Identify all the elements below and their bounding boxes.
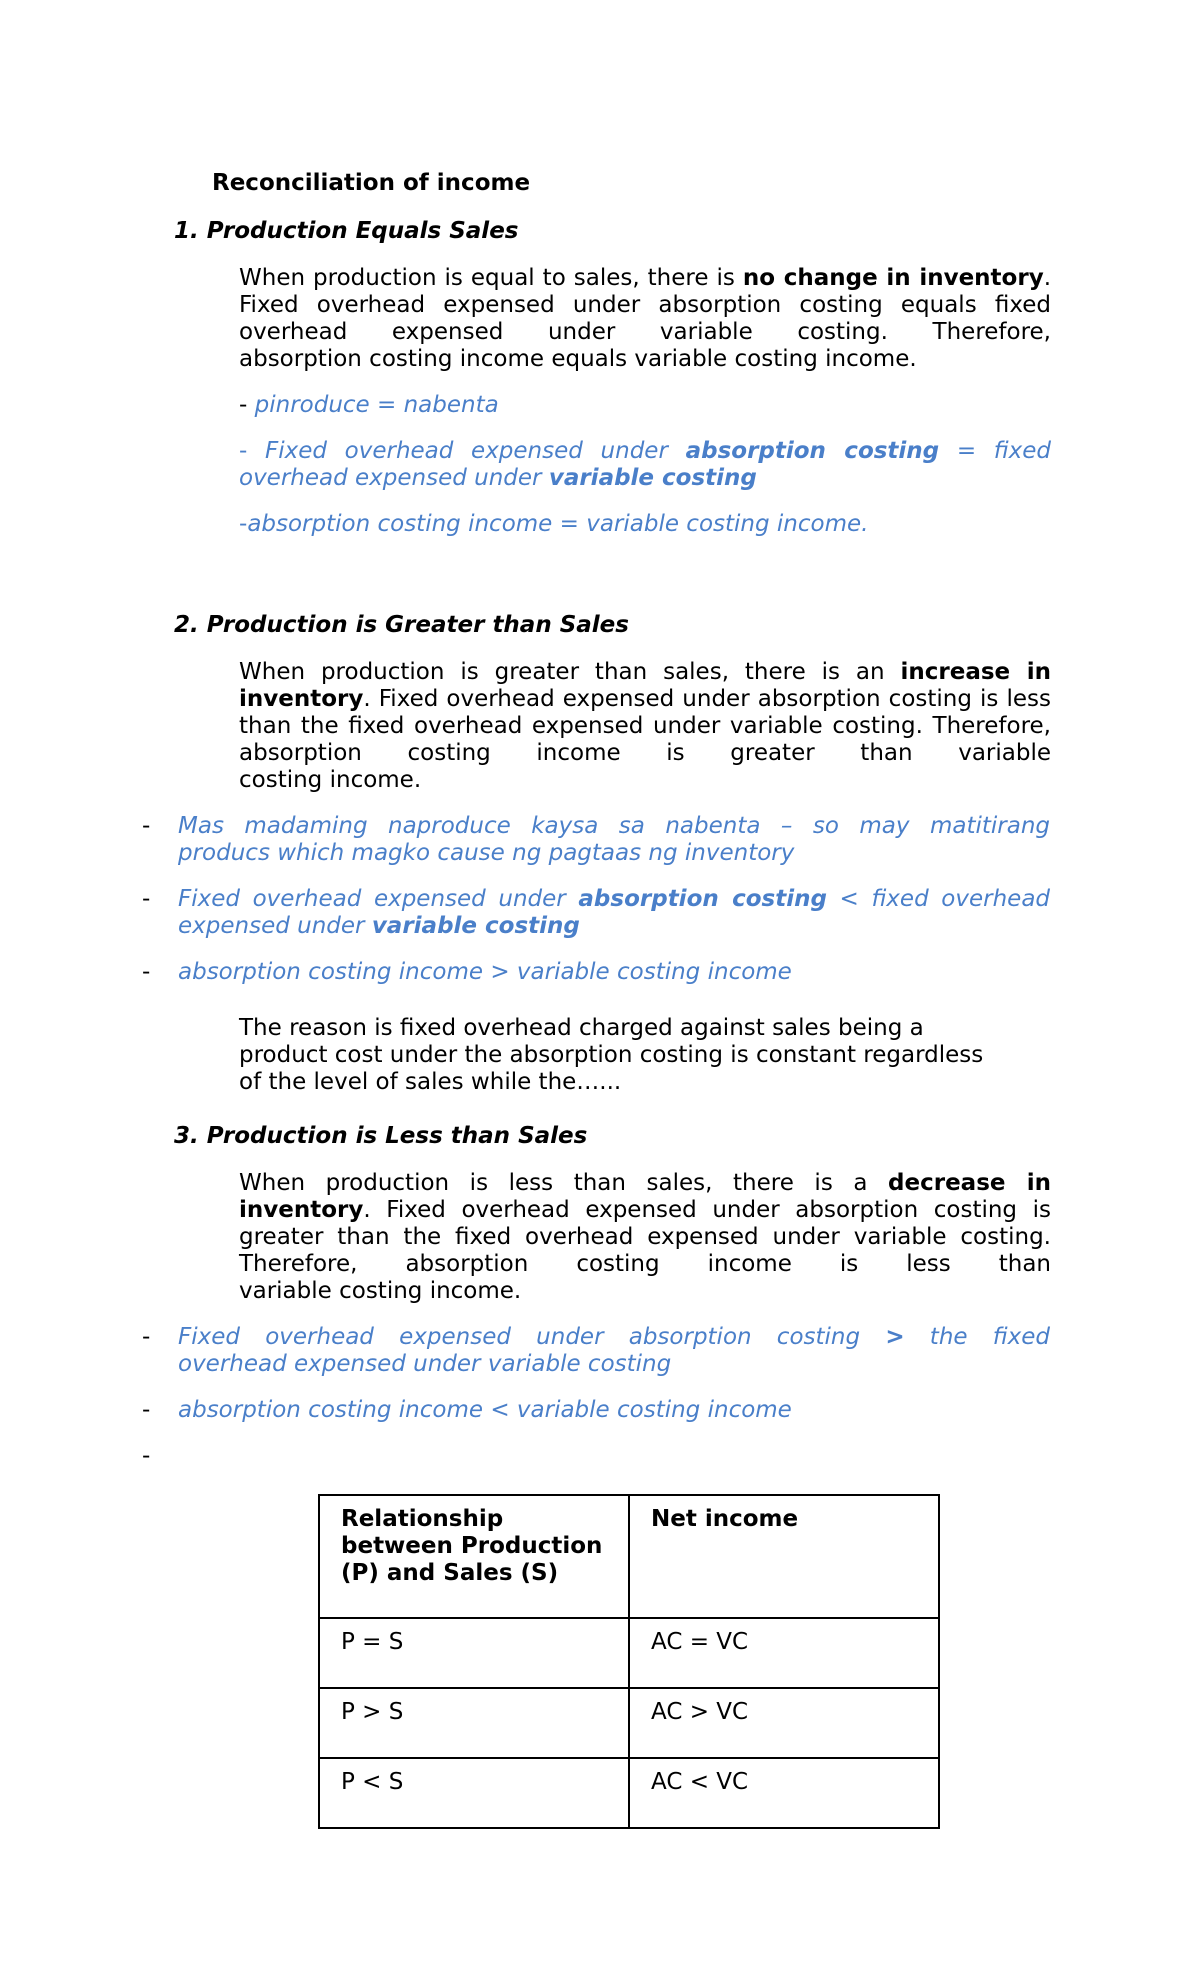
table-cell: P < S <box>319 1758 629 1828</box>
table-header-cell: Net income <box>629 1495 939 1618</box>
table-cell: P > S <box>319 1688 629 1758</box>
section-2-note-2: - Fixed overhead expensed under absorption costing < fixed overhead expensed under variable costing <box>142 886 1051 939</box>
table-cell: AC > VC <box>629 1688 939 1758</box>
table-row <box>319 1688 939 1758</box>
table-row <box>319 1618 939 1688</box>
section-2-note-1: - Mas madaming naproduce kaysa sa nabenta – so may matitirang producs which magko cause ng pagtaas ng inventory <box>142 813 1050 866</box>
section-1-note-1: - pinroduce = nabenta <box>239 392 499 418</box>
section-1-note-3: -absorption costing income = variable costing income. <box>239 511 869 537</box>
section-1-paragraph: When production is equal to sales, there is no change in inventory. Fixed overhead expensed under absorption costing equals fixed overhead expensed under variable costing. Therefore, absorption costing income equals variable costing income. <box>239 265 1051 372</box>
table-header-row <box>319 1495 939 1618</box>
section-2-reason: The reason is fixed overhead charged against sales being a product cost under the absorption costing is constant regardless of the level of sales while the…... <box>239 1015 984 1095</box>
table-cell: AC < VC <box>629 1758 939 1828</box>
section-3-note-1: - Fixed overhead expensed under absorption costing > the fixed overhead expensed under variable costing <box>142 1324 1050 1377</box>
section-2-note-3: - absorption costing income > variable costing income <box>142 959 792 985</box>
section-2-heading: 2. Production is Greater than Sales <box>174 612 629 638</box>
table-cell: AC = VC <box>629 1618 939 1688</box>
table-header-cell: Relationship between Production (P) and Sales (S) <box>319 1495 629 1618</box>
section-2-paragraph: When production is greater than sales, there is an increase in inventory. Fixed overhead expensed under absorption costing is less than the fixed overhead expensed under variable costing. Therefore, absorption costing income is greater than variable costing income. <box>239 659 1051 793</box>
section-3-paragraph: When production is less than sales, there is a decrease in inventory. Fixed overhead expensed under absorption costing is greater than the fixed overhead expensed under variable costing. Therefore, absorption costing income is less than variable costing income. <box>239 1170 1052 1304</box>
table-row <box>319 1758 939 1828</box>
section-1-note-2: - Fixed overhead expensed under absorption costing = fixed overhead expensed under variable costing <box>239 438 1052 491</box>
page-title: Reconciliation of income <box>212 170 531 196</box>
summary-table <box>318 1494 940 1829</box>
section-3-heading: 3. Production is Less than Sales <box>174 1123 588 1149</box>
table-cell: P = S <box>319 1618 629 1688</box>
section-3-note-2: - absorption costing income < variable costing income <box>142 1397 792 1423</box>
empty-bullet: - <box>142 1443 151 1469</box>
section-1-heading: 1. Production Equals Sales <box>174 218 519 244</box>
